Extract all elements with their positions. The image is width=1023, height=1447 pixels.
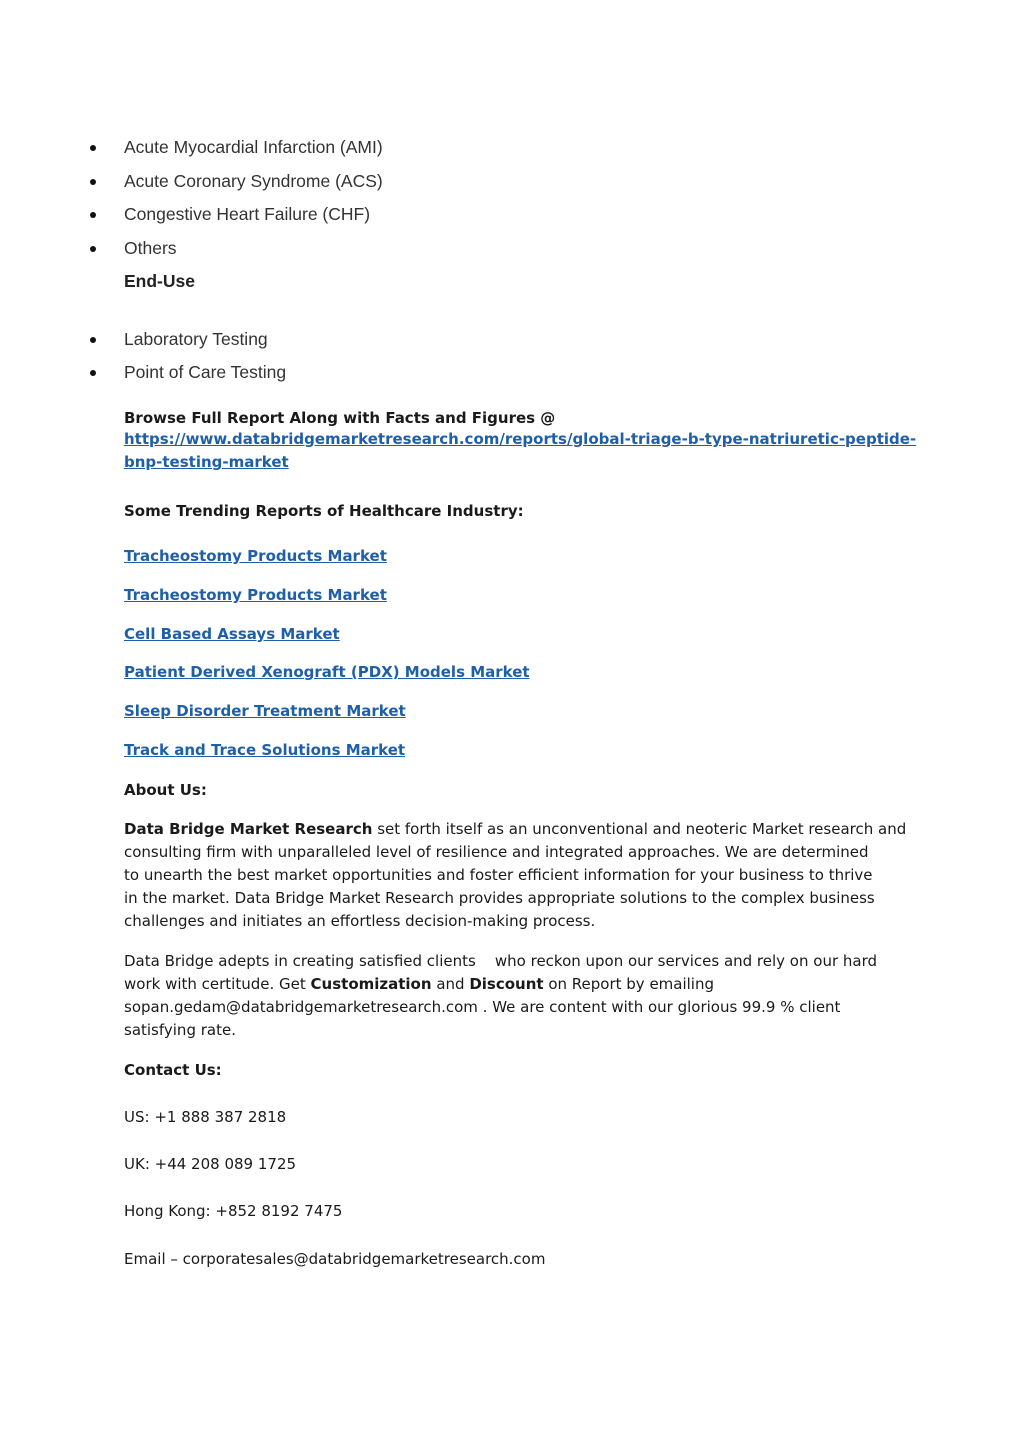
contact-email: Email – corporatesales@databridgemarketresearch.com [124,1250,546,1268]
trending-report-link[interactable]: Tracheostomy Products Market [124,586,387,604]
contact-uk-phone: UK: +44 208 089 1725 [124,1155,297,1173]
bullet-icon [90,145,96,151]
list-item-text: Point of Care Testing [124,362,287,382]
about-paragraph [124,818,914,933]
trending-report-link[interactable]: Patient Derived Xenograft (PDX) Models Market [124,663,530,681]
bullet-icon [90,370,96,376]
discount-text: Discount [469,975,544,993]
list-item-text: Laboratory Testing [124,329,268,349]
contact-us-phone: US: +1 888 387 2818 [124,1108,287,1126]
paragraph-line: to unearth the best market opportunities and foster efficient information for your business to thrive [124,866,873,884]
list-item-text: Others [124,238,177,258]
browse-label: Browse Full Report Along with Facts and Figures @ [124,409,556,427]
trending-report-link[interactable]: Sleep Disorder Treatment Market [124,702,406,720]
paragraph-line [124,973,914,996]
paragraph-line: in the market. Data Bridge Market Research provides appropriate solutions to the complex business [124,889,875,907]
trending-report-link[interactable]: Tracheostomy Products Market [124,547,387,565]
bullet-icon [90,337,96,343]
paragraph-line: Data Bridge adepts in creating satisfied clients who reckon upon our services and rely on our hard [124,952,878,970]
list-item-text: Congestive Heart Failure (CHF) [124,204,371,224]
paragraph-text: work with certitude. Get [124,975,311,993]
report-link[interactable]: https://www.databridgemarketresearch.com/reports/global-triage-b-type-natriuretic-peptide- [124,430,917,448]
paragraph-line: satisfying rate. [124,1021,236,1039]
paragraph-line: consulting firm with unparalleled level of resilience and integrated approaches. We are determined [124,843,869,861]
contact-heading: Contact Us: [124,1061,222,1079]
company-name: Data Bridge Market Research [124,820,373,838]
paragraph-line [124,818,914,841]
bullet-icon [90,179,96,185]
report-link-continued[interactable]: bnp-testing-market [124,453,289,471]
bullet-icon [90,212,96,218]
trending-heading: Some Trending Reports of Healthcare Industry: [124,502,524,520]
customization-text: Customization [310,975,432,993]
bullet-icon [90,246,96,252]
end-use-heading: End-Use [124,271,195,291]
contact-hk-phone: Hong Kong: +852 8192 7475 [124,1202,343,1220]
paragraph-text: and [431,975,470,993]
list-item-text: Acute Myocardial Infarction (AMI) [124,137,383,157]
paragraph-line: challenges and initiates an effortless decision-making process. [124,912,596,930]
trending-report-link[interactable]: Cell Based Assays Market [124,625,340,643]
paragraph-line: sopan.gedam@databridgemarketresearch.com . We are content with our glorious 99.9 % client [124,998,841,1016]
list-item-text: Acute Coronary Syndrome (ACS) [124,171,383,191]
clients-paragraph [124,950,914,1042]
paragraph-text: set forth itself as an unconventional and neoteric Market research and [372,820,907,838]
about-heading: About Us: [124,781,207,799]
trending-report-link[interactable]: Track and Trace Solutions Market [124,741,406,759]
paragraph-text: on Report by emailing [543,975,715,993]
